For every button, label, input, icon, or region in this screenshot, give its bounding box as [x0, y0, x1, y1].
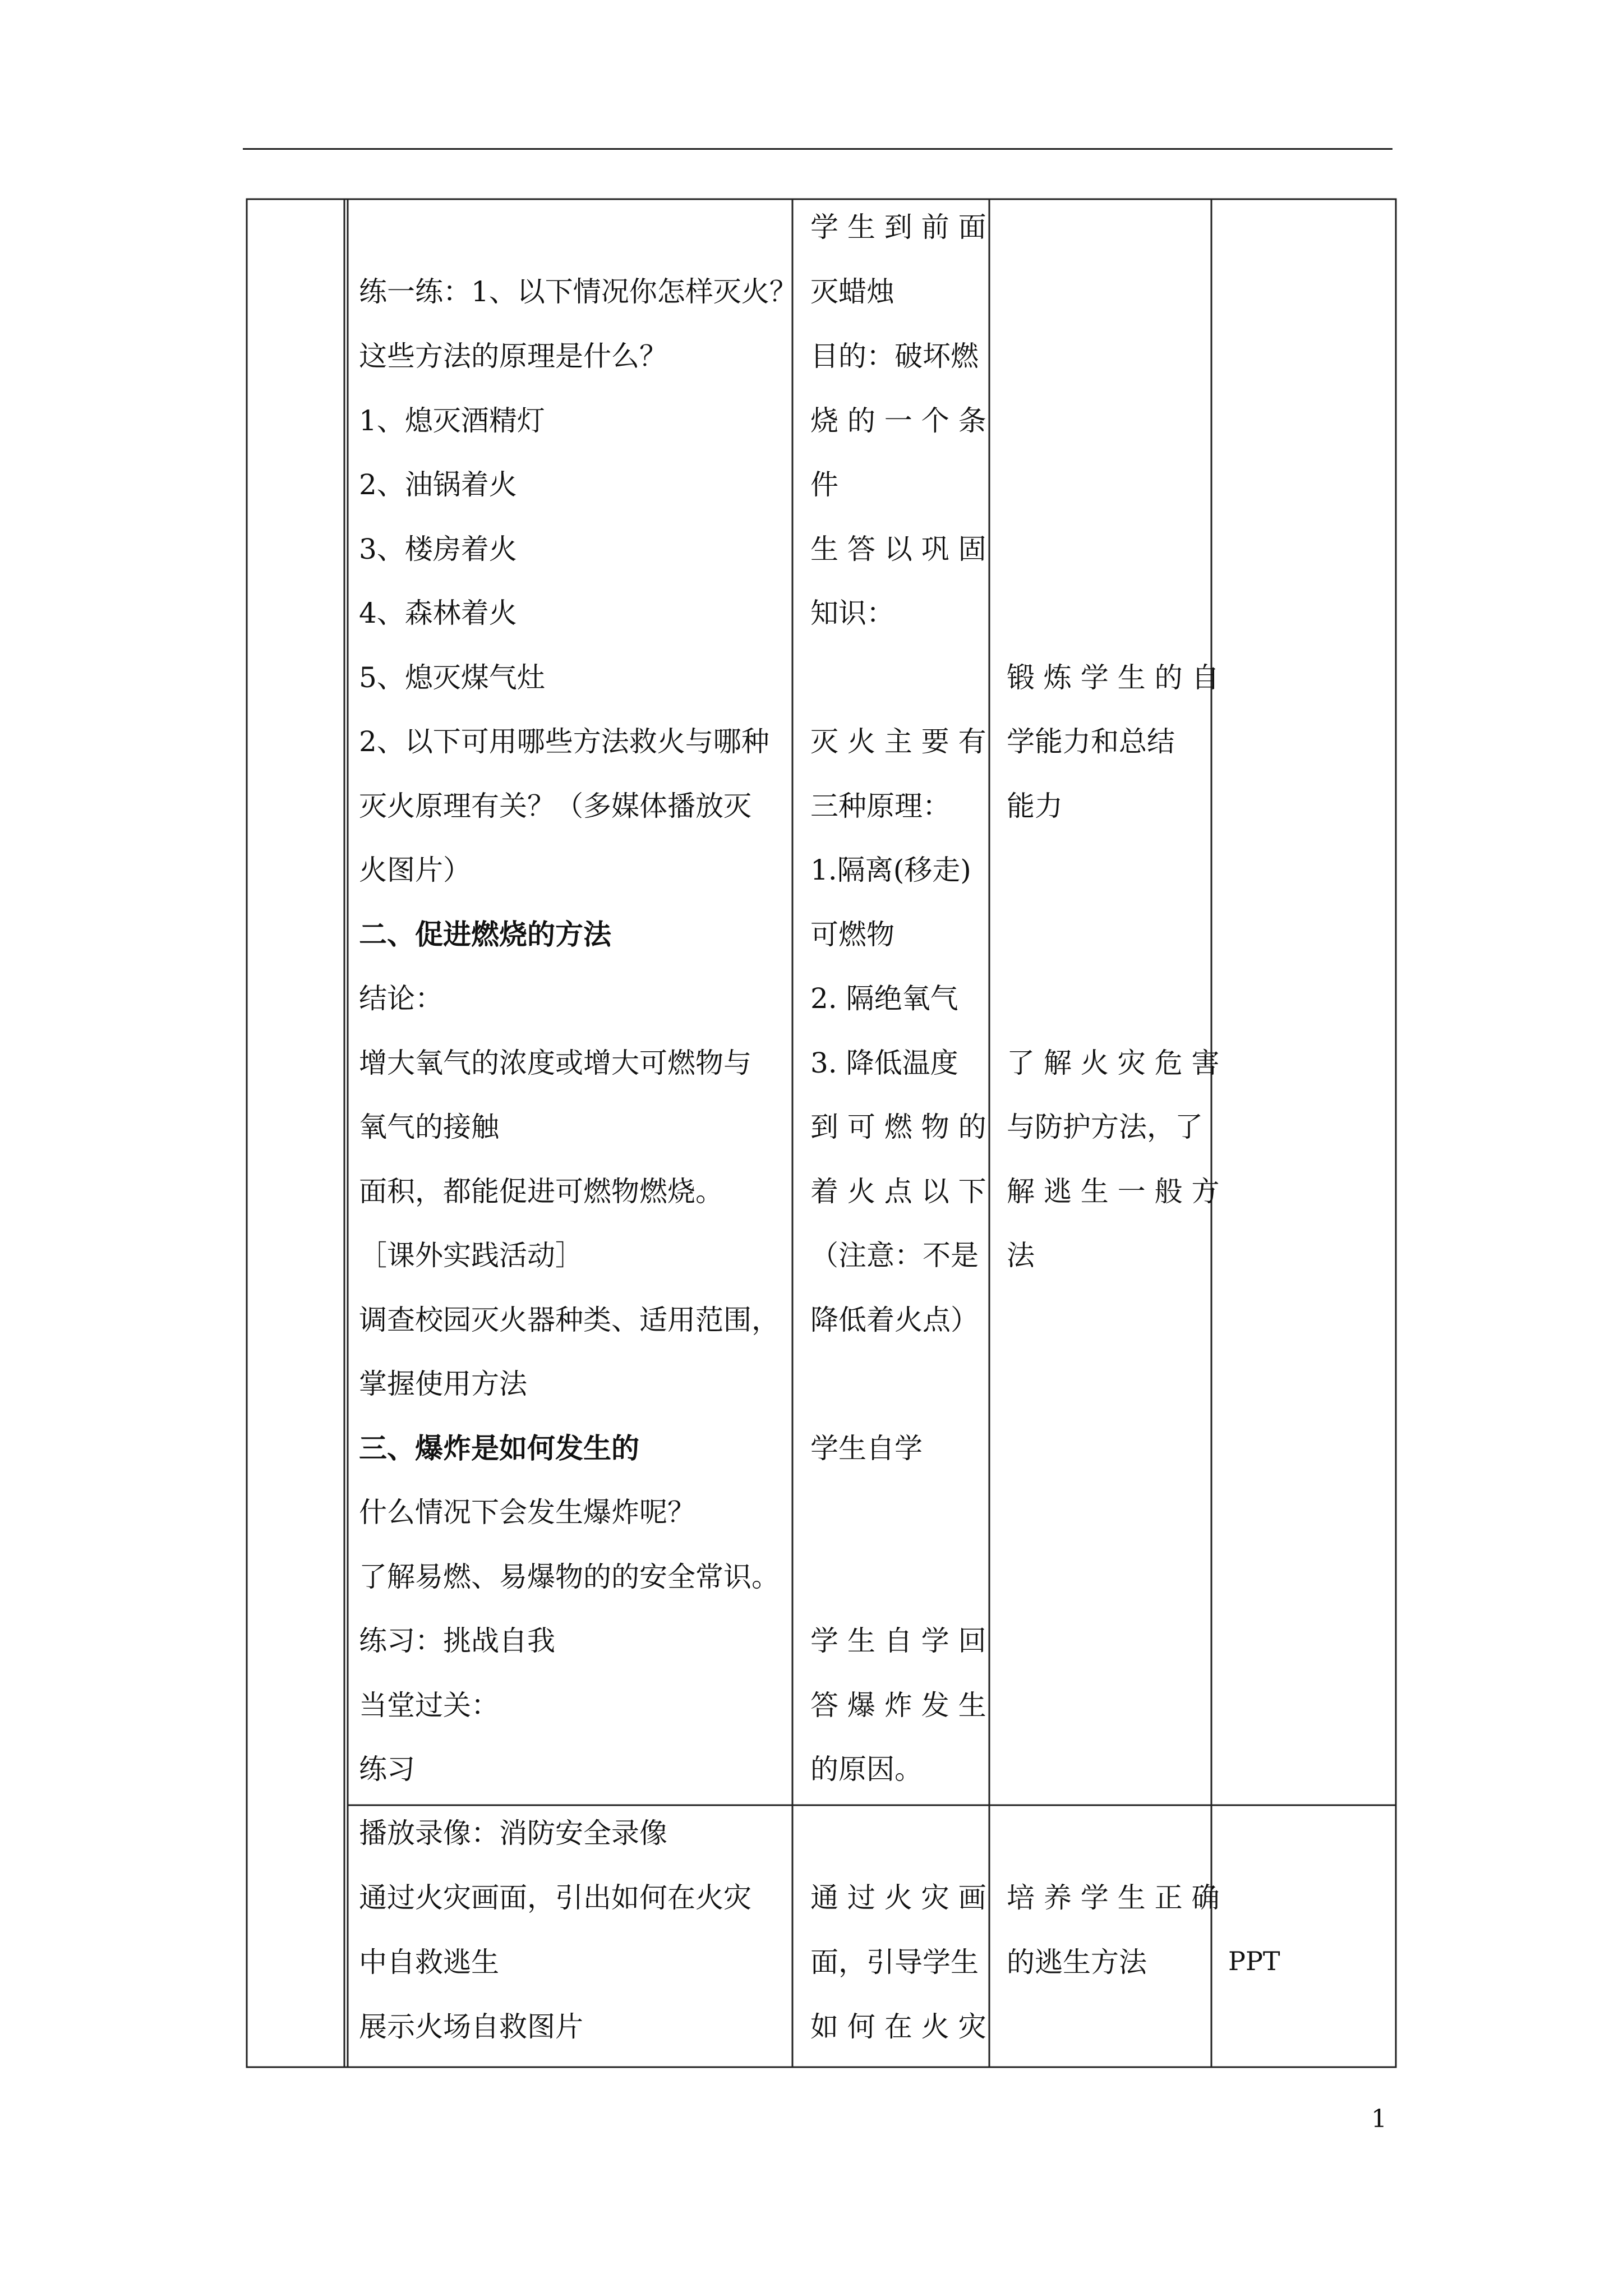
intent-line: 法: [1007, 1239, 1035, 1272]
content-line: 了解易燃、易爆物的的安全常识。: [359, 1561, 780, 1593]
student-line: 目的：破坏燃: [810, 340, 979, 372]
student-line: 灭蜡烛: [810, 275, 895, 308]
content-line: 当堂过关：: [359, 1689, 499, 1722]
content-line: 5、熄灭煤气灶: [359, 661, 545, 694]
student-line: 面，引导学生: [810, 1946, 979, 1978]
content-line: 火图片）: [359, 854, 471, 886]
content-line: 这些方法的原理是什么？: [359, 340, 667, 372]
intent-line: 锻 炼 学 生 的 自: [1007, 661, 1220, 694]
content-line: 中自救逃生: [359, 1946, 499, 1978]
section-heading: 二、促进燃烧的方法: [359, 918, 611, 951]
content-line: 2、以下可用哪些方法救火与哪种: [359, 725, 769, 758]
student-line: 2. 隔绝氧气: [810, 982, 958, 1015]
intent-line: 学能力和总结: [1007, 725, 1175, 758]
intent-line: 培 养 学 生 正 确: [1007, 1881, 1220, 1914]
student-line: （注意：不是: [810, 1239, 979, 1272]
content-line: 结论：: [359, 982, 443, 1015]
content-line: 练习：挑战自我: [359, 1625, 555, 1657]
student-line: 学 生 到 前 面: [810, 211, 986, 243]
student-line: 的原因。: [810, 1753, 923, 1786]
student-line: 1.隔离(移走): [810, 854, 971, 886]
intent-line: 解 逃 生 一 般 方: [1007, 1175, 1220, 1208]
student-line: 学 生 自 学 回: [810, 1625, 986, 1657]
content-line: 灭火原理有关？（多媒体播放灭: [359, 790, 751, 822]
row1-content-cell: [359, 213, 797, 1795]
student-line: 件: [810, 468, 838, 501]
student-line: 到 可 燃 物 的: [810, 1111, 986, 1143]
media-label: PPT: [1228, 1946, 1280, 1976]
content-line: 调查校园灭火器种类、适用范围，: [359, 1304, 780, 1336]
student-line: 可燃物: [810, 918, 895, 951]
student-line: 学生自学: [810, 1432, 923, 1465]
content-line: 展示火场自救图片: [359, 2010, 583, 2043]
student-line: 生 答 以 巩 固: [810, 533, 986, 565]
intent-line: 的逃生方法: [1007, 1946, 1147, 1978]
content-line: 播放录像：消防安全录像: [359, 1817, 667, 1849]
content-line: ［课外实践活动］: [359, 1239, 583, 1272]
content-line: 通过火灾画面，引出如何在火灾: [359, 1881, 751, 1914]
row1-intent-cell: [1007, 213, 1220, 1795]
intent-line: 能力: [1007, 790, 1063, 822]
content-line: 面积，都能促进可燃物燃烧。: [359, 1175, 723, 1208]
content-line: 氧气的接触: [359, 1111, 499, 1143]
student-line: 通 过 火 灾 画: [810, 1881, 986, 1914]
student-line: 知识：: [810, 597, 895, 629]
content-line: 练习: [359, 1753, 415, 1786]
intent-line: 了 解 火 灾 危 害: [1007, 1047, 1220, 1079]
student-line: 着 火 点 以 下: [810, 1175, 986, 1208]
content-line: 增大氧气的浓度或增大可燃物与: [359, 1047, 751, 1079]
row2-content-cell: [359, 1819, 791, 2060]
row2-media-cell: [1228, 1819, 1391, 2060]
student-line: 灭 火 主 要 有: [810, 725, 986, 758]
intent-line: 与防护方法，了: [1007, 1111, 1203, 1143]
content-line: 练一练：1、以下情况你怎样灭火？: [359, 275, 797, 308]
content-line: 1、熄灭酒精灯: [359, 404, 545, 437]
page-number: 1: [1371, 2105, 1387, 2133]
content-line: 什么情况下会发生爆炸呢？: [359, 1496, 695, 1529]
section-heading: 三、爆炸是如何发生的: [359, 1432, 639, 1465]
student-line: 烧 的 一 个 条: [810, 404, 986, 437]
student-line: 如 何 在 火 灾: [810, 2010, 986, 2043]
content-line: 4、森林着火: [359, 597, 517, 629]
content-line: 掌握使用方法: [359, 1368, 527, 1400]
row2-intent-cell: [1007, 1819, 1220, 2060]
row2-student-cell: [810, 1819, 984, 2060]
student-line: 3. 降低温度: [810, 1047, 958, 1079]
student-line: 三种原理：: [810, 790, 951, 822]
student-line: 降低着火点）: [810, 1304, 979, 1336]
row1-student-cell: [810, 213, 984, 1795]
content-line: 3、楼房着火: [359, 533, 517, 565]
content-line: 2、油锅着火: [359, 468, 517, 501]
student-line: 答 爆 炸 发 生: [810, 1689, 986, 1722]
